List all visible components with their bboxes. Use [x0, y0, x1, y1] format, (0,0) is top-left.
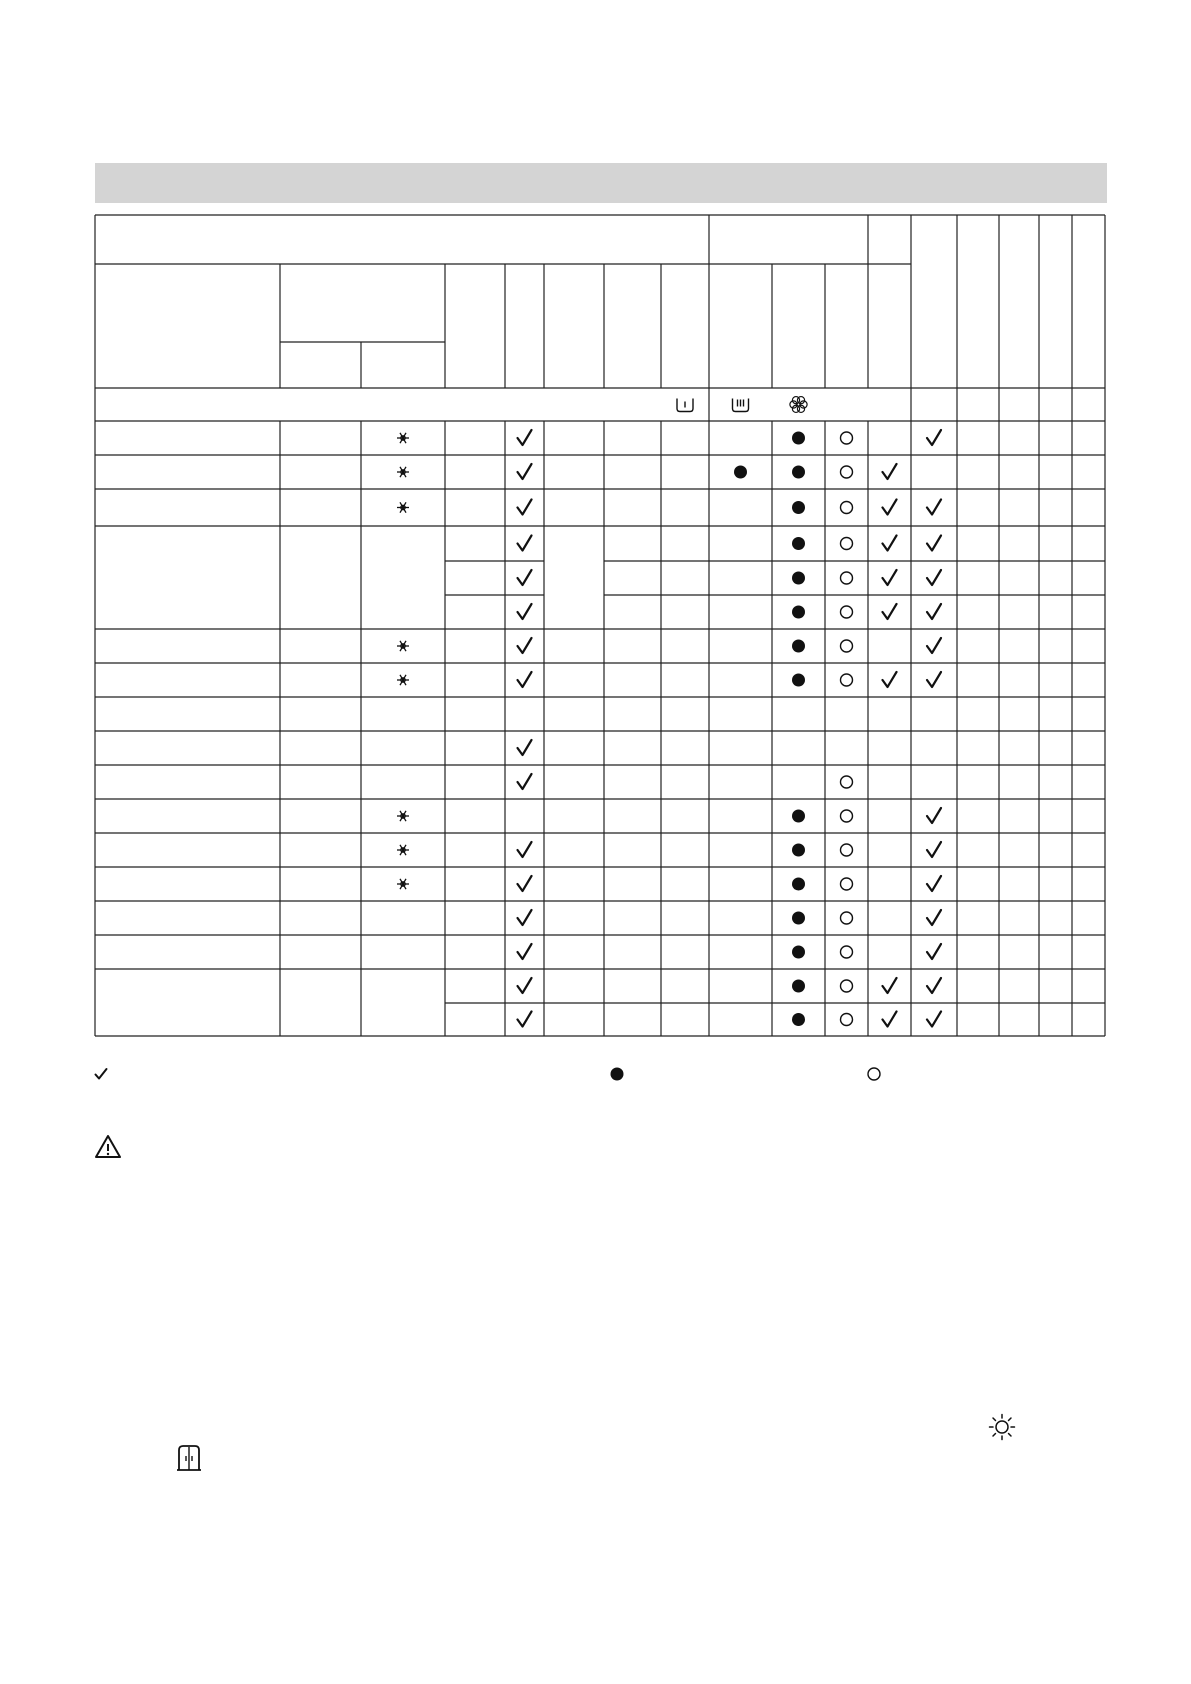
check-icon: [518, 842, 532, 857]
softener-flower-icon: [790, 397, 807, 413]
check-icon: [883, 672, 897, 687]
check-icon: [927, 638, 941, 653]
hollow-circle-icon: [841, 466, 853, 478]
filled-dot-icon: [792, 537, 805, 550]
check-icon: [927, 672, 941, 687]
check-icon: [927, 1012, 941, 1027]
check-icon: [883, 1012, 897, 1027]
filled-dot-icon: [792, 980, 805, 993]
hollow-circle-icon: [841, 776, 853, 788]
snowflake-icon: [397, 502, 409, 512]
check-icon: [883, 570, 897, 585]
hollow-circle-icon: [841, 844, 853, 856]
check-icon: [883, 978, 897, 993]
snowflake-icon: [397, 641, 409, 651]
filled-dot-icon: [792, 572, 805, 585]
check-icon: [927, 910, 941, 925]
hollow-circle-icon: [841, 606, 853, 618]
check-icon: [883, 500, 897, 515]
legend-check-icon: [91, 1064, 111, 1084]
check-icon: [927, 570, 941, 585]
check-icon: [518, 978, 532, 993]
table-grid-lines: [95, 215, 1105, 1036]
check-icon: [518, 430, 532, 445]
check-icon: [518, 944, 532, 959]
check-icon: [927, 978, 941, 993]
check-icon: [518, 1012, 532, 1027]
check-icon: [518, 638, 532, 653]
filled-dot-icon: [792, 606, 805, 619]
snowflake-icon: [397, 845, 409, 855]
hollow-circle-icon: [841, 946, 853, 958]
filled-dot-icon: [792, 674, 805, 687]
hollow-circle-icon: [841, 878, 853, 890]
filled-dot-icon: [792, 1013, 805, 1026]
snowflake-icon: [397, 811, 409, 821]
hollow-circle-icon: [841, 912, 853, 924]
snowflake-icon: [397, 433, 409, 443]
filled-dot-icon: [734, 466, 747, 479]
snowflake-icon: [397, 467, 409, 477]
check-icon: [883, 604, 897, 619]
filled-dot-icon: [792, 946, 805, 959]
check-icon: [883, 464, 897, 479]
check-icon: [927, 536, 941, 551]
hollow-circle-icon: [841, 502, 853, 514]
filled-dot-icon: [792, 501, 805, 514]
check-icon: [927, 430, 941, 445]
hollow-circle-icon: [841, 810, 853, 822]
hollow-circle-icon: [841, 640, 853, 652]
table-header-icons: [677, 397, 807, 413]
check-icon: [518, 672, 532, 687]
check-icon: [518, 570, 532, 585]
filled-dot-icon: [792, 844, 805, 857]
warning-triangle-icon: [94, 1134, 122, 1164]
check-icon: [927, 808, 941, 823]
filled-dot-icon: [792, 466, 805, 479]
check-icon: [518, 536, 532, 551]
snowflake-icon: [397, 675, 409, 685]
check-icon: [927, 500, 941, 515]
main-wash-detergent-compartment-icon: [733, 399, 749, 412]
filled-dot-icon: [792, 810, 805, 823]
check-icon: [518, 464, 532, 479]
filled-dot-icon: [792, 878, 805, 891]
hollow-circle-icon: [841, 432, 853, 444]
check-icon: [518, 740, 532, 755]
filled-dot-icon: [792, 912, 805, 925]
check-icon: [883, 536, 897, 551]
filled-dot-icon: [792, 432, 805, 445]
hollow-circle-icon: [841, 674, 853, 686]
single-detergent-compartment-icon: [677, 399, 693, 412]
check-icon: [518, 910, 532, 925]
check-icon: [518, 774, 532, 789]
hollow-circle-icon: [841, 1014, 853, 1026]
check-icon: [518, 876, 532, 891]
check-icon: [927, 604, 941, 619]
hollow-circle-icon: [841, 538, 853, 550]
check-icon: [927, 876, 941, 891]
door-icon: [176, 1444, 202, 1476]
check-icon: [518, 500, 532, 515]
check-icon: [518, 604, 532, 619]
hollow-circle-icon: [841, 572, 853, 584]
legend-filled-dot-icon: [607, 1064, 627, 1084]
check-icon: [927, 944, 941, 959]
filled-dot-icon: [792, 640, 805, 653]
table-marks: [397, 430, 941, 1027]
snowflake-icon: [397, 879, 409, 889]
hollow-circle-icon: [841, 980, 853, 992]
sun-icon: [988, 1413, 1016, 1445]
check-icon: [927, 842, 941, 857]
legend-hollow-circle-icon: [864, 1064, 884, 1084]
